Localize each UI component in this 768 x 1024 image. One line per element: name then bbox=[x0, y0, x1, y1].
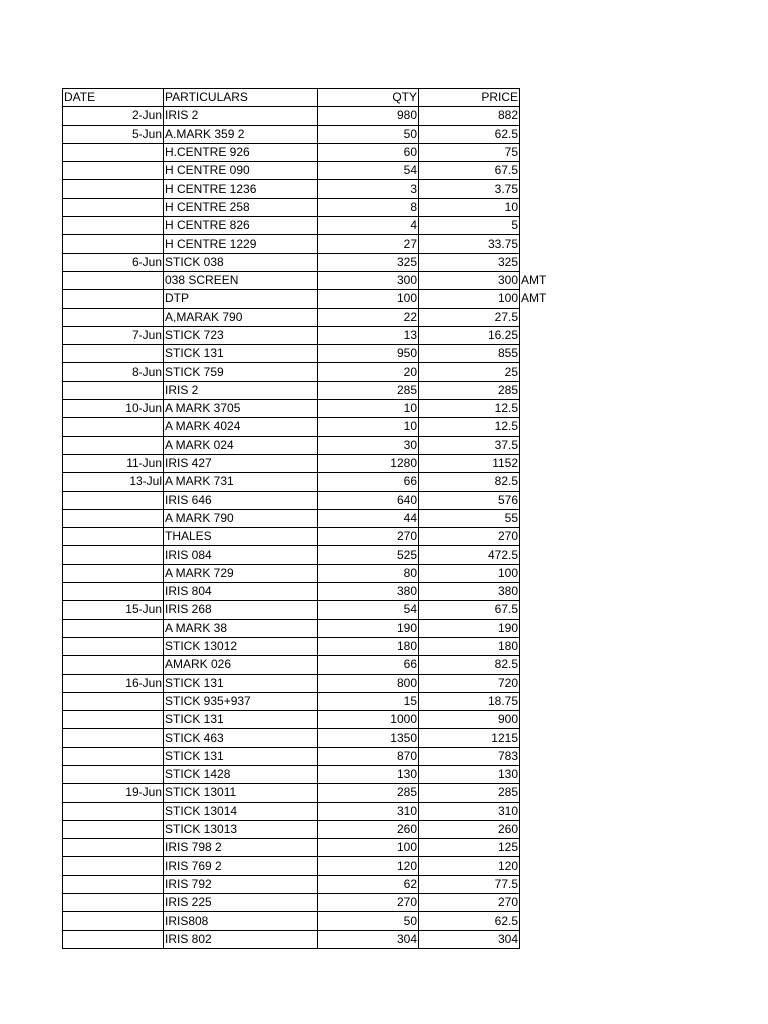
cell-note bbox=[520, 107, 563, 125]
cell-particulars[interactable]: A MARK 731 bbox=[164, 473, 318, 491]
table-row bbox=[63, 839, 563, 857]
cell-date[interactable] bbox=[63, 143, 164, 161]
cell-qty[interactable]: 62 bbox=[318, 875, 419, 893]
cell-price[interactable]: 100 bbox=[419, 564, 520, 582]
cell-note bbox=[520, 857, 563, 875]
table-row bbox=[63, 564, 563, 582]
cell-date[interactable] bbox=[63, 692, 164, 710]
cell-qty[interactable]: 120 bbox=[318, 857, 419, 875]
table-row bbox=[63, 802, 563, 820]
cell-qty[interactable]: 1000 bbox=[318, 711, 419, 729]
cell-particulars[interactable]: A MARK 4024 bbox=[164, 418, 318, 436]
cell-price[interactable]: 260 bbox=[419, 820, 520, 838]
cell-qty[interactable]: 4 bbox=[318, 217, 419, 235]
cell-date[interactable] bbox=[63, 820, 164, 838]
table-row bbox=[63, 290, 563, 308]
cell-note bbox=[520, 564, 563, 582]
cell-particulars[interactable]: A MARK 790 bbox=[164, 509, 318, 527]
cell-date[interactable] bbox=[63, 418, 164, 436]
cell-particulars[interactable]: H CENTRE 258 bbox=[164, 198, 318, 216]
cell-price[interactable]: 75 bbox=[419, 143, 520, 161]
cell-qty[interactable]: 22 bbox=[318, 308, 419, 326]
header-particulars[interactable]: PARTICULARS bbox=[164, 89, 318, 107]
cell-particulars[interactable]: THALES bbox=[164, 528, 318, 546]
cell-qty[interactable]: 270 bbox=[318, 894, 419, 912]
cell-price[interactable]: 33.75 bbox=[419, 235, 520, 253]
table-row bbox=[63, 765, 563, 783]
cell-date[interactable] bbox=[63, 619, 164, 637]
purchase-table bbox=[62, 88, 563, 949]
cell-qty[interactable]: 304 bbox=[318, 930, 419, 948]
cell-price[interactable]: 1152 bbox=[419, 454, 520, 472]
cell-qty[interactable]: 950 bbox=[318, 345, 419, 363]
cell-particulars[interactable]: IRIS 802 bbox=[164, 930, 318, 948]
table-row bbox=[63, 454, 563, 472]
cell-price[interactable]: 12.5 bbox=[419, 400, 520, 418]
cell-particulars[interactable]: IRIS808 bbox=[164, 912, 318, 930]
cell-price[interactable]: 3.75 bbox=[419, 180, 520, 198]
cell-particulars[interactable]: A MARK 729 bbox=[164, 564, 318, 582]
cell-note bbox=[520, 583, 563, 601]
cell-qty[interactable]: 15 bbox=[318, 692, 419, 710]
cell-qty[interactable]: 285 bbox=[318, 381, 419, 399]
cell-date[interactable]: 7-Jun bbox=[63, 326, 164, 344]
cell-particulars[interactable]: STICK 13011 bbox=[164, 784, 318, 802]
cell-qty[interactable]: 325 bbox=[318, 253, 419, 271]
cell-particulars[interactable]: STICK 131 bbox=[164, 747, 318, 765]
cell-price[interactable]: 882 bbox=[419, 107, 520, 125]
cell-qty[interactable]: 27 bbox=[318, 235, 419, 253]
cell-note: AMT bbox=[521, 273, 547, 288]
cell-particulars[interactable]: H CENTRE 090 bbox=[164, 162, 318, 180]
cell-particulars[interactable]: IRIS 2 bbox=[164, 381, 318, 399]
cell-particulars[interactable]: IRIS 268 bbox=[164, 601, 318, 619]
cell-qty[interactable]: 100 bbox=[318, 839, 419, 857]
cell-price[interactable]: 190 bbox=[419, 619, 520, 637]
cell-particulars[interactable]: 038 SCREEN bbox=[164, 271, 318, 289]
cell-date[interactable] bbox=[63, 546, 164, 564]
cell-note bbox=[520, 729, 563, 747]
cell-date[interactable] bbox=[63, 491, 164, 509]
cell-note bbox=[520, 436, 563, 454]
table-row bbox=[63, 253, 563, 271]
cell-particulars[interactable]: H CENTRE 1229 bbox=[164, 235, 318, 253]
cell-price[interactable]: 304 bbox=[419, 930, 520, 948]
cell-particulars[interactable]: IRIS 792 bbox=[164, 875, 318, 893]
cell-date[interactable]: 6-Jun bbox=[63, 253, 164, 271]
table-body bbox=[63, 107, 563, 949]
cell-qty[interactable]: 380 bbox=[318, 583, 419, 601]
cell-qty[interactable]: 180 bbox=[318, 637, 419, 655]
cell-price[interactable]: 130 bbox=[419, 765, 520, 783]
cell-particulars[interactable]: STICK 131 bbox=[164, 674, 318, 692]
cell-date[interactable] bbox=[63, 308, 164, 326]
cell-qty[interactable]: 8 bbox=[318, 198, 419, 216]
cell-date[interactable] bbox=[63, 839, 164, 857]
cell-note bbox=[520, 546, 563, 564]
cell-note bbox=[520, 839, 563, 857]
cell-particulars[interactable]: IRIS 084 bbox=[164, 546, 318, 564]
cell-qty[interactable]: 10 bbox=[318, 418, 419, 436]
table-row bbox=[63, 400, 563, 418]
cell-date[interactable]: 11-Jun bbox=[63, 454, 164, 472]
cell-price[interactable]: 82.5 bbox=[419, 473, 520, 491]
table-row bbox=[63, 436, 563, 454]
cell-date[interactable] bbox=[63, 180, 164, 198]
cell-price[interactable]: 125 bbox=[419, 839, 520, 857]
cell-price[interactable]: 62.5 bbox=[419, 125, 520, 143]
table-row bbox=[63, 143, 563, 161]
cell-note bbox=[520, 345, 563, 363]
table-row bbox=[63, 619, 563, 637]
cell-price[interactable]: 5 bbox=[419, 217, 520, 235]
cell-note bbox=[520, 253, 563, 271]
cell-qty[interactable]: 30 bbox=[318, 436, 419, 454]
cell-date[interactable] bbox=[63, 729, 164, 747]
cell-qty[interactable]: 54 bbox=[318, 162, 419, 180]
cell-note bbox=[520, 473, 563, 491]
cell-note bbox=[520, 326, 563, 344]
cell-note bbox=[520, 528, 563, 546]
cell-price[interactable]: 180 bbox=[419, 637, 520, 655]
cell-price[interactable]: 270 bbox=[419, 894, 520, 912]
cell-price[interactable]: 325 bbox=[419, 253, 520, 271]
cell-particulars[interactable]: IRIS 798 2 bbox=[164, 839, 318, 857]
cell-note bbox=[520, 418, 563, 436]
table-row bbox=[63, 473, 563, 491]
cell-qty[interactable]: 260 bbox=[318, 820, 419, 838]
cell-price[interactable]: 25 bbox=[419, 363, 520, 381]
cell-price[interactable]: 67.5 bbox=[419, 601, 520, 619]
table-row bbox=[63, 894, 563, 912]
cell-note bbox=[520, 162, 563, 180]
cell-note bbox=[520, 619, 563, 637]
cell-qty[interactable]: 10 bbox=[318, 400, 419, 418]
cell-price[interactable]: 380 bbox=[419, 583, 520, 601]
table-row bbox=[63, 820, 563, 838]
table-header bbox=[63, 89, 563, 107]
cell-note bbox=[520, 180, 563, 198]
cell-particulars[interactable]: STICK 131 bbox=[164, 711, 318, 729]
table-row bbox=[63, 217, 563, 235]
cell-particulars[interactable]: H.CENTRE 926 bbox=[164, 143, 318, 161]
cell-date[interactable]: 8-Jun bbox=[63, 363, 164, 381]
cell-note bbox=[520, 656, 563, 674]
cell-qty[interactable]: 310 bbox=[318, 802, 419, 820]
cell-qty[interactable]: 1350 bbox=[318, 729, 419, 747]
cell-price[interactable]: 62.5 bbox=[419, 912, 520, 930]
cell-qty[interactable]: 20 bbox=[318, 363, 419, 381]
cell-qty[interactable]: 3 bbox=[318, 180, 419, 198]
cell-date[interactable] bbox=[63, 345, 164, 363]
cell-date[interactable]: 19-Jun bbox=[63, 784, 164, 802]
header-note bbox=[520, 89, 563, 107]
cell-note bbox=[520, 491, 563, 509]
cell-note bbox=[520, 308, 563, 326]
cell-note bbox=[520, 454, 563, 472]
cell-qty[interactable]: 640 bbox=[318, 491, 419, 509]
cell-note bbox=[520, 363, 563, 381]
cell-note bbox=[520, 381, 563, 399]
cell-qty[interactable]: 525 bbox=[318, 546, 419, 564]
cell-note bbox=[520, 802, 563, 820]
cell-date[interactable] bbox=[63, 875, 164, 893]
cell-note bbox=[520, 692, 563, 710]
table-row bbox=[63, 381, 563, 399]
cell-date[interactable]: 5-Jun bbox=[63, 125, 164, 143]
table-row bbox=[63, 930, 563, 948]
cell-particulars[interactable]: A MARK 38 bbox=[164, 619, 318, 637]
table-row bbox=[63, 857, 563, 875]
table-row bbox=[63, 711, 563, 729]
cell-price[interactable]: 10 bbox=[419, 198, 520, 216]
table-row bbox=[63, 875, 563, 893]
cell-note bbox=[520, 235, 563, 253]
table-row bbox=[63, 125, 563, 143]
cell-date[interactable] bbox=[63, 290, 164, 308]
cell-date[interactable]: 10-Jun bbox=[63, 400, 164, 418]
cell-particulars[interactable]: STICK 723 bbox=[164, 326, 318, 344]
cell-price[interactable]: 1215 bbox=[419, 729, 520, 747]
cell-date[interactable] bbox=[63, 894, 164, 912]
table-row bbox=[63, 546, 563, 564]
cell-note bbox=[520, 711, 563, 729]
cell-price[interactable]: 55 bbox=[419, 509, 520, 527]
cell-note bbox=[520, 509, 563, 527]
cell-particulars[interactable]: STICK 13014 bbox=[164, 802, 318, 820]
cell-qty[interactable]: 80 bbox=[318, 564, 419, 582]
cell-particulars[interactable]: IRIS 427 bbox=[164, 454, 318, 472]
cell-particulars[interactable]: IRIS 2 bbox=[164, 107, 318, 125]
cell-price[interactable]: 720 bbox=[419, 674, 520, 692]
cell-price[interactable]: 576 bbox=[419, 491, 520, 509]
table-row bbox=[63, 509, 563, 527]
table-row bbox=[63, 107, 563, 125]
cell-price[interactable]: 285 bbox=[419, 784, 520, 802]
cell-qty[interactable]: 60 bbox=[318, 143, 419, 161]
cell-price[interactable]: 300 bbox=[419, 271, 520, 289]
cell-date[interactable] bbox=[63, 271, 164, 289]
cell-qty[interactable]: 66 bbox=[318, 473, 419, 491]
table-row bbox=[63, 747, 563, 765]
header-row bbox=[63, 89, 563, 107]
cell-date[interactable] bbox=[63, 509, 164, 527]
cell-date[interactable] bbox=[63, 436, 164, 454]
cell-price[interactable]: 12.5 bbox=[419, 418, 520, 436]
table-row bbox=[63, 784, 563, 802]
header-qty[interactable]: QTY bbox=[318, 89, 419, 107]
cell-date[interactable] bbox=[63, 802, 164, 820]
table-row bbox=[63, 729, 563, 747]
cell-qty[interactable]: 44 bbox=[318, 509, 419, 527]
cell-particulars[interactable]: STICK 13012 bbox=[164, 637, 318, 655]
table-row bbox=[63, 198, 563, 216]
table-row bbox=[63, 583, 563, 601]
cell-note bbox=[520, 875, 563, 893]
cell-qty[interactable]: 13 bbox=[318, 326, 419, 344]
cell-price[interactable]: 82.5 bbox=[419, 656, 520, 674]
table-row bbox=[63, 491, 563, 509]
cell-particulars[interactable]: A.MARK 359 2 bbox=[164, 125, 318, 143]
cell-note: AMT bbox=[521, 291, 547, 306]
cell-qty[interactable]: 54 bbox=[318, 601, 419, 619]
header-date[interactable]: DATE bbox=[63, 89, 164, 107]
cell-particulars[interactable]: IRIS 225 bbox=[164, 894, 318, 912]
table-row bbox=[63, 162, 563, 180]
cell-note bbox=[520, 143, 563, 161]
table-row bbox=[63, 674, 563, 692]
cell-note bbox=[520, 125, 563, 143]
cell-qty[interactable]: 980 bbox=[318, 107, 419, 125]
table-row bbox=[63, 601, 563, 619]
cell-date[interactable] bbox=[63, 583, 164, 601]
cell-particulars[interactable]: STICK 131 bbox=[164, 345, 318, 363]
cell-date[interactable] bbox=[63, 235, 164, 253]
cell-price[interactable]: 783 bbox=[419, 747, 520, 765]
cell-date[interactable]: 2-Jun bbox=[63, 107, 164, 125]
cell-particulars[interactable]: DTP bbox=[164, 290, 318, 308]
cell-price[interactable]: 18.75 bbox=[419, 692, 520, 710]
cell-price[interactable]: 855 bbox=[419, 345, 520, 363]
cell-price[interactable]: 16.25 bbox=[419, 326, 520, 344]
cell-price[interactable]: 77.5 bbox=[419, 875, 520, 893]
cell-date[interactable]: 16-Jun bbox=[63, 674, 164, 692]
cell-note bbox=[520, 198, 563, 216]
cell-note bbox=[520, 820, 563, 838]
cell-particulars[interactable]: STICK 463 bbox=[164, 729, 318, 747]
cell-price[interactable]: 27.5 bbox=[419, 308, 520, 326]
cell-qty[interactable]: 285 bbox=[318, 784, 419, 802]
cell-qty[interactable]: 50 bbox=[318, 125, 419, 143]
cell-date[interactable] bbox=[63, 711, 164, 729]
cell-qty[interactable]: 130 bbox=[318, 765, 419, 783]
cell-qty[interactable]: 300 bbox=[318, 271, 419, 289]
cell-particulars[interactable]: H CENTRE 826 bbox=[164, 217, 318, 235]
table-row bbox=[63, 363, 563, 381]
cell-price[interactable]: 310 bbox=[419, 802, 520, 820]
table-row bbox=[63, 656, 563, 674]
cell-qty[interactable]: 100 bbox=[318, 290, 419, 308]
cell-price[interactable]: 270 bbox=[419, 528, 520, 546]
cell-particulars[interactable]: IRIS 804 bbox=[164, 583, 318, 601]
spreadsheet-page bbox=[62, 88, 563, 949]
cell-qty[interactable]: 870 bbox=[318, 747, 419, 765]
cell-price[interactable]: 900 bbox=[419, 711, 520, 729]
cell-note bbox=[520, 747, 563, 765]
table-row bbox=[63, 308, 563, 326]
cell-qty[interactable]: 50 bbox=[318, 912, 419, 930]
cell-particulars[interactable]: H CENTRE 1236 bbox=[164, 180, 318, 198]
cell-particulars[interactable]: STICK 13013 bbox=[164, 820, 318, 838]
table-row bbox=[63, 235, 563, 253]
cell-price[interactable]: 37.5 bbox=[419, 436, 520, 454]
cell-date[interactable] bbox=[63, 198, 164, 216]
table-row bbox=[63, 912, 563, 930]
cell-date[interactable] bbox=[63, 857, 164, 875]
cell-date[interactable] bbox=[63, 217, 164, 235]
cell-particulars[interactable]: A MARK 024 bbox=[164, 436, 318, 454]
cell-date[interactable] bbox=[63, 656, 164, 674]
cell-date[interactable] bbox=[63, 381, 164, 399]
cell-note bbox=[520, 784, 563, 802]
cell-date[interactable] bbox=[63, 765, 164, 783]
cell-date[interactable] bbox=[63, 912, 164, 930]
cell-particulars[interactable]: STICK 759 bbox=[164, 363, 318, 381]
cell-note bbox=[520, 765, 563, 783]
cell-particulars[interactable]: STICK 935+937 bbox=[164, 692, 318, 710]
cell-particulars[interactable]: IRIS 769 2 bbox=[164, 857, 318, 875]
cell-date[interactable] bbox=[63, 930, 164, 948]
cell-note bbox=[520, 601, 563, 619]
cell-qty[interactable]: 1280 bbox=[318, 454, 419, 472]
cell-price[interactable]: 120 bbox=[419, 857, 520, 875]
cell-date[interactable] bbox=[63, 162, 164, 180]
cell-price[interactable]: 472.5 bbox=[419, 546, 520, 564]
cell-date[interactable] bbox=[63, 747, 164, 765]
cell-particulars[interactable]: STICK 038 bbox=[164, 253, 318, 271]
cell-particulars[interactable]: AMARK 026 bbox=[164, 656, 318, 674]
cell-price[interactable]: 67.5 bbox=[419, 162, 520, 180]
cell-particulars[interactable]: IRIS 646 bbox=[164, 491, 318, 509]
cell-note bbox=[520, 912, 563, 930]
cell-particulars[interactable]: A MARK 3705 bbox=[164, 400, 318, 418]
cell-date[interactable]: 13-Jul bbox=[63, 473, 164, 491]
table-row bbox=[63, 637, 563, 655]
cell-date[interactable] bbox=[63, 528, 164, 546]
cell-particulars[interactable]: STICK 1428 bbox=[164, 765, 318, 783]
cell-note bbox=[520, 400, 563, 418]
table-row bbox=[63, 180, 563, 198]
cell-note bbox=[520, 930, 563, 948]
cell-date[interactable]: 15-Jun bbox=[63, 601, 164, 619]
cell-date[interactable] bbox=[63, 564, 164, 582]
table-row bbox=[63, 326, 563, 344]
cell-qty[interactable]: 800 bbox=[318, 674, 419, 692]
table-row bbox=[63, 528, 563, 546]
cell-note bbox=[520, 894, 563, 912]
cell-note bbox=[520, 217, 563, 235]
cell-price[interactable]: 285 bbox=[419, 381, 520, 399]
table-row bbox=[63, 418, 563, 436]
table-row bbox=[63, 692, 563, 710]
cell-price[interactable]: 100 bbox=[419, 290, 520, 308]
cell-qty[interactable]: 190 bbox=[318, 619, 419, 637]
cell-qty[interactable]: 66 bbox=[318, 656, 419, 674]
cell-note bbox=[520, 674, 563, 692]
cell-date[interactable] bbox=[63, 637, 164, 655]
cell-particulars[interactable]: A,MARAK 790 bbox=[164, 308, 318, 326]
header-price[interactable]: PRICE bbox=[419, 89, 520, 107]
cell-note bbox=[520, 637, 563, 655]
table-row bbox=[63, 345, 563, 363]
cell-qty[interactable]: 270 bbox=[318, 528, 419, 546]
table-row bbox=[63, 271, 563, 289]
